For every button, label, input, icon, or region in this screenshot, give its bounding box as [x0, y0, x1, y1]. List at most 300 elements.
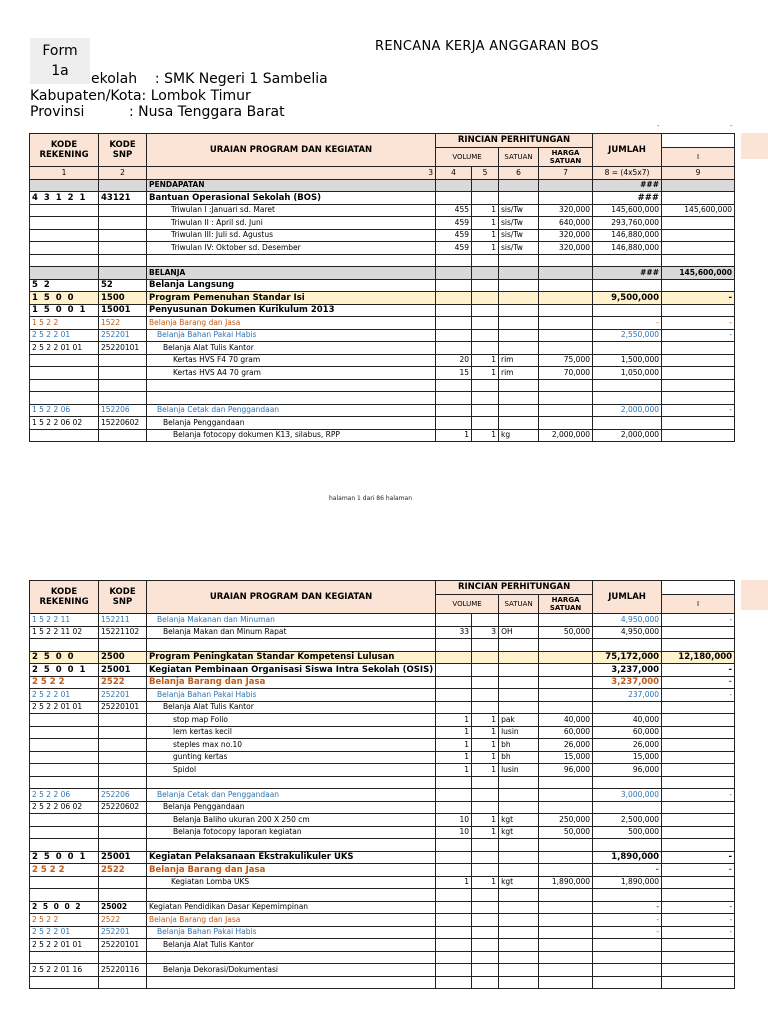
cell-volume [436, 676, 472, 689]
cell-kode-rekening: 2 5 2 2 01 01 [30, 342, 99, 355]
cell-satuan: lusin [499, 764, 539, 777]
cell-multiplier: 1 [472, 229, 499, 242]
cell-uraian: Belanja Dekorasi/Dokumentasi [147, 964, 436, 977]
table-row [30, 864, 735, 877]
cell-satuan [499, 914, 539, 927]
cell-uraian: Triwulan II : April sd. Juni [147, 217, 436, 230]
cell-kode-rekening [30, 254, 99, 267]
cell-satuan [499, 976, 539, 989]
cell-uraian: Belanja fotocopy dokumen K13, silabus, RPP [147, 429, 436, 442]
cell-uraian: Kegiatan Lomba UKS [147, 876, 436, 889]
cell-col-i [662, 739, 735, 752]
cell-kode-snp: 52 [99, 279, 147, 292]
cell-multiplier: 1 [472, 876, 499, 889]
table-row [30, 179, 735, 192]
table-header [30, 134, 735, 180]
cell-uraian: Kegiatan Pelaksanaan Ekstrakulikuler UKS [147, 851, 436, 864]
cell-multiplier [472, 801, 499, 814]
cell-kode-snp: 252201 [99, 926, 147, 939]
cell-satuan: pak [499, 714, 539, 727]
cell-jumlah: 4,950,000 [593, 626, 662, 639]
cell-jumlah: - [593, 901, 662, 914]
cell-satuan [499, 417, 539, 430]
cell-jumlah [593, 839, 662, 852]
cell-kode-rekening [30, 392, 99, 405]
cell-satuan [499, 639, 539, 652]
cell-volume [436, 964, 472, 977]
cell-col-i: 12,180,000 [662, 651, 735, 664]
cell-multiplier [472, 664, 499, 677]
cell-col-i [662, 279, 735, 292]
cell-harga-satuan [539, 639, 593, 652]
form-label [30, 38, 90, 84]
cell-kode-rekening [30, 814, 99, 827]
cell-multiplier [472, 676, 499, 689]
cell-col-i [662, 429, 735, 442]
cell-multiplier [472, 701, 499, 714]
table-row [30, 839, 735, 852]
table-row [30, 764, 735, 777]
cell-jumlah [593, 939, 662, 952]
cell-uraian: Belanja Penggandaan [147, 801, 436, 814]
cell-harga-satuan [539, 317, 593, 330]
cell-uraian [147, 776, 436, 789]
cell-kode-snp [99, 776, 147, 789]
cell-kode-snp: 25220101 [99, 939, 147, 952]
cell-kode-rekening [30, 229, 99, 242]
cell-kode-snp [99, 839, 147, 852]
cell-col-i [662, 639, 735, 652]
table-row [30, 801, 735, 814]
cell-satuan [499, 614, 539, 627]
cell-multiplier [472, 404, 499, 417]
cell-kode-rekening [30, 839, 99, 852]
table-row [30, 751, 735, 764]
cell-kode-snp: 2522 [99, 676, 147, 689]
cell-kode-rekening [30, 976, 99, 989]
col-kode-snp: KODE SNP [99, 134, 147, 167]
cell-multiplier [472, 342, 499, 355]
col-rincian: RINCIAN PERHITUNGAN [436, 581, 593, 595]
cell-volume: 10 [436, 814, 472, 827]
cell-multiplier [472, 267, 499, 280]
cell-kode-snp: 2500 [99, 651, 147, 664]
cell-multiplier [472, 639, 499, 652]
col-kode-rekening: KODE REKENING [30, 134, 99, 167]
cell-uraian: Bantuan Operasional Sekolah (BOS) [147, 192, 436, 205]
table-row [30, 267, 735, 280]
table-row [30, 826, 735, 839]
cell-uraian [147, 951, 436, 964]
cell-harga-satuan: 320,000 [539, 242, 593, 255]
cell-kode-snp: 25002 [99, 901, 147, 914]
cell-col-i: - [662, 914, 735, 927]
cell-satuan [499, 279, 539, 292]
cell-harga-satuan: 75,000 [539, 354, 593, 367]
cell-volume: 459 [436, 229, 472, 242]
cell-kode-rekening [30, 429, 99, 442]
table-row [30, 429, 735, 442]
cell-volume: 33 [436, 626, 472, 639]
table-body [30, 614, 735, 989]
cell-harga-satuan [539, 976, 593, 989]
cell-harga-satuan: 250,000 [539, 814, 593, 827]
table-row [30, 404, 735, 417]
cell-satuan: sis/Tw [499, 204, 539, 217]
cell-satuan [499, 689, 539, 702]
cell-multiplier [472, 292, 499, 305]
cell-uraian [147, 839, 436, 852]
col-satuan: SATUAN [499, 594, 539, 613]
table-row [30, 639, 735, 652]
table-row [30, 714, 735, 727]
cell-multiplier [472, 689, 499, 702]
cell-kode-rekening [30, 179, 99, 192]
cell-multiplier [472, 379, 499, 392]
cell-volume [436, 404, 472, 417]
cell-uraian: Penyusunan Dokumen Kurikulum 2013 [147, 304, 436, 317]
cell-volume: 1 [436, 429, 472, 442]
table-row [30, 889, 735, 902]
cell-jumlah: 96,000 [593, 764, 662, 777]
cell-multiplier [472, 976, 499, 989]
cell-harga-satuan: 40,000 [539, 714, 593, 727]
cell-kode-snp [99, 392, 147, 405]
cell-volume [436, 701, 472, 714]
cell-jumlah [593, 701, 662, 714]
cell-kode-snp [99, 714, 147, 727]
cell-col-i [662, 392, 735, 405]
cell-kode-rekening [30, 354, 99, 367]
cell-jumlah: 75,172,000 [593, 651, 662, 664]
cell-kode-snp [99, 739, 147, 752]
cell-jumlah: 1,050,000 [593, 367, 662, 380]
page-footer: halaman 1 dari 86 halaman [329, 495, 412, 502]
cell-kode-snp [99, 242, 147, 255]
cell-uraian [147, 392, 436, 405]
cell-harga-satuan: 320,000 [539, 204, 593, 217]
table-row [30, 951, 735, 964]
cell-uraian: lem kertas kecil [147, 726, 436, 739]
cell-jumlah: ### [593, 267, 662, 280]
cell-volume: 459 [436, 242, 472, 255]
cell-kode-snp [99, 254, 147, 267]
cell-harga-satuan [539, 614, 593, 627]
cell-volume [436, 317, 472, 330]
table-row [30, 254, 735, 267]
cell-harga-satuan [539, 701, 593, 714]
table-row [30, 217, 735, 230]
cell-satuan: kgt [499, 876, 539, 889]
cell-jumlah [593, 951, 662, 964]
cell-harga-satuan: 640,000 [539, 217, 593, 230]
cell-multiplier: 1 [472, 726, 499, 739]
cell-kode-snp: 252201 [99, 329, 147, 342]
cell-volume [436, 192, 472, 205]
cell-kode-snp [99, 217, 147, 230]
cell-col-i [662, 304, 735, 317]
cell-kode-snp: 25001 [99, 664, 147, 677]
cell-multiplier [472, 901, 499, 914]
cell-harga-satuan [539, 676, 593, 689]
cell-volume: 1 [436, 764, 472, 777]
cell-harga-satuan [539, 864, 593, 877]
cell-kode-rekening: 5 2 [30, 279, 99, 292]
cell-uraian: Program Peningkatan Standar Kompetensi Lulusan [147, 651, 436, 664]
table-row [30, 651, 735, 664]
cell-col-i [662, 229, 735, 242]
cell-harga-satuan [539, 279, 593, 292]
cell-jumlah: ### [593, 192, 662, 205]
col-number: 6 [499, 167, 539, 180]
cell-jumlah [593, 801, 662, 814]
cell-multiplier [472, 651, 499, 664]
cell-harga-satuan [539, 379, 593, 392]
cell-jumlah: - [593, 926, 662, 939]
cell-col-i [662, 751, 735, 764]
cell-multiplier [472, 776, 499, 789]
cell-multiplier [472, 329, 499, 342]
col-kode-rekening: KODE REKENING [30, 581, 99, 614]
cell-col-i [662, 179, 735, 192]
cell-kode-rekening [30, 739, 99, 752]
col-number: 2 [99, 167, 147, 180]
cell-satuan [499, 926, 539, 939]
cell-jumlah: - [593, 914, 662, 927]
cell-volume [436, 614, 472, 627]
cell-satuan [499, 304, 539, 317]
cell-harga-satuan [539, 926, 593, 939]
col-number: 3 [147, 167, 436, 180]
cell-uraian: Triwulan III: Juli sd. Agustus [147, 229, 436, 242]
budget-table-page2 [29, 580, 735, 989]
col-uraian: URAIAN PROGRAM DAN KEGIATAN [147, 134, 436, 167]
overflow-column-fill [741, 133, 768, 159]
cell-jumlah [593, 417, 662, 430]
cell-uraian: stop map Folio [147, 714, 436, 727]
cell-uraian: Belanja Penggandaan [147, 417, 436, 430]
cell-harga-satuan: 2,000,000 [539, 429, 593, 442]
cell-satuan [499, 179, 539, 192]
cell-col-i [662, 242, 735, 255]
cell-jumlah: ### [593, 179, 662, 192]
cell-volume [436, 939, 472, 952]
cell-col-i [662, 776, 735, 789]
col-uraian: URAIAN PROGRAM DAN KEGIATAN [147, 581, 436, 614]
cell-kode-rekening: 2 5 2 2 06 [30, 789, 99, 802]
table-row [30, 851, 735, 864]
cell-kode-snp [99, 267, 147, 280]
cell-harga-satuan: 320,000 [539, 229, 593, 242]
cell-kode-rekening: 2 5 2 2 01 [30, 329, 99, 342]
cell-volume: 455 [436, 204, 472, 217]
cell-jumlah: 293,760,000 [593, 217, 662, 230]
cell-multiplier: 1 [472, 367, 499, 380]
cell-uraian: BELANJA [147, 267, 436, 280]
cell-volume [436, 342, 472, 355]
cell-volume: 1 [436, 726, 472, 739]
cell-satuan [499, 701, 539, 714]
cell-satuan: lusin [499, 726, 539, 739]
table-row [30, 229, 735, 242]
cell-col-i: 145,600,000 [662, 204, 735, 217]
cell-harga-satuan [539, 304, 593, 317]
cell-uraian: Belanja Bahan Pakai Habis [147, 329, 436, 342]
cell-kode-snp [99, 826, 147, 839]
cell-satuan: kgt [499, 826, 539, 839]
cell-kode-snp [99, 204, 147, 217]
cell-col-i [662, 379, 735, 392]
cell-multiplier [472, 392, 499, 405]
cell-harga-satuan: 15,000 [539, 751, 593, 764]
cell-multiplier [472, 789, 499, 802]
cell-kode-snp: 2522 [99, 864, 147, 877]
dash-mark: - [730, 122, 733, 130]
table-row [30, 392, 735, 405]
cell-harga-satuan [539, 267, 593, 280]
cell-jumlah: 3,000,000 [593, 789, 662, 802]
cell-kode-snp: 25220101 [99, 342, 147, 355]
cell-harga-satuan [539, 417, 593, 430]
cell-multiplier: 1 [472, 429, 499, 442]
col-jumlah: JUMLAH [593, 581, 662, 614]
cell-col-i [662, 764, 735, 777]
document-title: RENCANA KERJA ANGGARAN BOS [375, 39, 599, 54]
cell-satuan [499, 292, 539, 305]
cell-satuan [499, 651, 539, 664]
cell-kode-rekening [30, 751, 99, 764]
cell-harga-satuan [539, 776, 593, 789]
cell-col-i [662, 976, 735, 989]
cell-satuan [499, 664, 539, 677]
col-number: 5 [472, 167, 499, 180]
cell-col-i: - [662, 689, 735, 702]
cell-jumlah: 4,950,000 [593, 614, 662, 627]
table-row [30, 689, 735, 702]
cell-kode-rekening: 2 5 2 2 [30, 676, 99, 689]
table-row [30, 242, 735, 255]
cell-uraian: Kertas HVS A4 70 gram [147, 367, 436, 380]
cell-multiplier: 1 [472, 217, 499, 230]
cell-jumlah: 60,000 [593, 726, 662, 739]
cell-col-i [662, 701, 735, 714]
cell-multiplier [472, 939, 499, 952]
cell-kode-snp: 252206 [99, 789, 147, 802]
table-row [30, 789, 735, 802]
cell-jumlah [593, 279, 662, 292]
cell-kode-snp: 2522 [99, 914, 147, 927]
cell-kode-rekening: 2 5 0 0 2 [30, 901, 99, 914]
form-label-text: Form 1a [42, 43, 78, 79]
cell-volume [436, 392, 472, 405]
cell-kode-rekening: 2 5 2 2 06 02 [30, 801, 99, 814]
cell-col-i [662, 342, 735, 355]
cell-uraian [147, 254, 436, 267]
cell-col-i: - [662, 614, 735, 627]
table-row [30, 814, 735, 827]
cell-multiplier: 1 [472, 204, 499, 217]
cell-kode-snp [99, 751, 147, 764]
cell-jumlah: 2,500,000 [593, 814, 662, 827]
cell-volume [436, 179, 472, 192]
cell-kode-rekening [30, 267, 99, 280]
cell-satuan: rim [499, 354, 539, 367]
table-row [30, 726, 735, 739]
cell-kode-snp: 25220101 [99, 701, 147, 714]
cell-multiplier: 1 [472, 242, 499, 255]
cell-multiplier: 1 [472, 826, 499, 839]
table-body [30, 179, 735, 442]
table-row [30, 901, 735, 914]
cell-uraian: Belanja Barang dan Jasa [147, 317, 436, 330]
cell-harga-satuan: 70,000 [539, 367, 593, 380]
cell-multiplier [472, 851, 499, 864]
cell-col-i [662, 826, 735, 839]
col-satuan: SATUAN [499, 147, 539, 166]
cell-jumlah: 146,880,000 [593, 229, 662, 242]
cell-volume: 1 [436, 714, 472, 727]
cell-kode-snp [99, 379, 147, 392]
cell-volume [436, 379, 472, 392]
cell-multiplier [472, 964, 499, 977]
cell-kode-snp [99, 367, 147, 380]
cell-harga-satuan [539, 801, 593, 814]
cell-multiplier: 3 [472, 626, 499, 639]
cell-col-i [662, 192, 735, 205]
cell-volume [436, 417, 472, 430]
cell-volume [436, 889, 472, 902]
cell-jumlah [593, 342, 662, 355]
cell-uraian: Triwulan I :Januari sd. Maret [147, 204, 436, 217]
cell-col-i: - [662, 664, 735, 677]
cell-harga-satuan: 60,000 [539, 726, 593, 739]
cell-col-i [662, 714, 735, 727]
cell-volume [436, 914, 472, 927]
cell-kode-snp: 152211 [99, 614, 147, 627]
cell-multiplier [472, 317, 499, 330]
cell-col-i [662, 939, 735, 952]
cell-satuan: bh [499, 739, 539, 752]
table-row [30, 676, 735, 689]
cell-multiplier [472, 926, 499, 939]
cell-volume [436, 279, 472, 292]
cell-satuan [499, 329, 539, 342]
cell-harga-satuan: 96,000 [539, 764, 593, 777]
table-row [30, 614, 735, 627]
cell-uraian: gunting kertas [147, 751, 436, 764]
table-header [30, 581, 735, 614]
table-row [30, 701, 735, 714]
cell-satuan: sis/Tw [499, 229, 539, 242]
cell-satuan [499, 676, 539, 689]
cell-satuan [499, 342, 539, 355]
cell-jumlah: 40,000 [593, 714, 662, 727]
cell-jumlah: 145,600,000 [593, 204, 662, 217]
cell-volume: 459 [436, 217, 472, 230]
table-row [30, 739, 735, 752]
cell-harga-satuan: 1,890,000 [539, 876, 593, 889]
cell-uraian: Belanja Barang dan Jasa [147, 864, 436, 877]
cell-col-i [662, 889, 735, 902]
cell-kode-rekening [30, 826, 99, 839]
cell-satuan: kg [499, 429, 539, 442]
cell-volume: 20 [436, 354, 472, 367]
cell-harga-satuan [539, 964, 593, 977]
cell-col-i: - [662, 789, 735, 802]
cell-volume [436, 801, 472, 814]
cell-kode-rekening [30, 876, 99, 889]
cell-jumlah: 1,500,000 [593, 354, 662, 367]
